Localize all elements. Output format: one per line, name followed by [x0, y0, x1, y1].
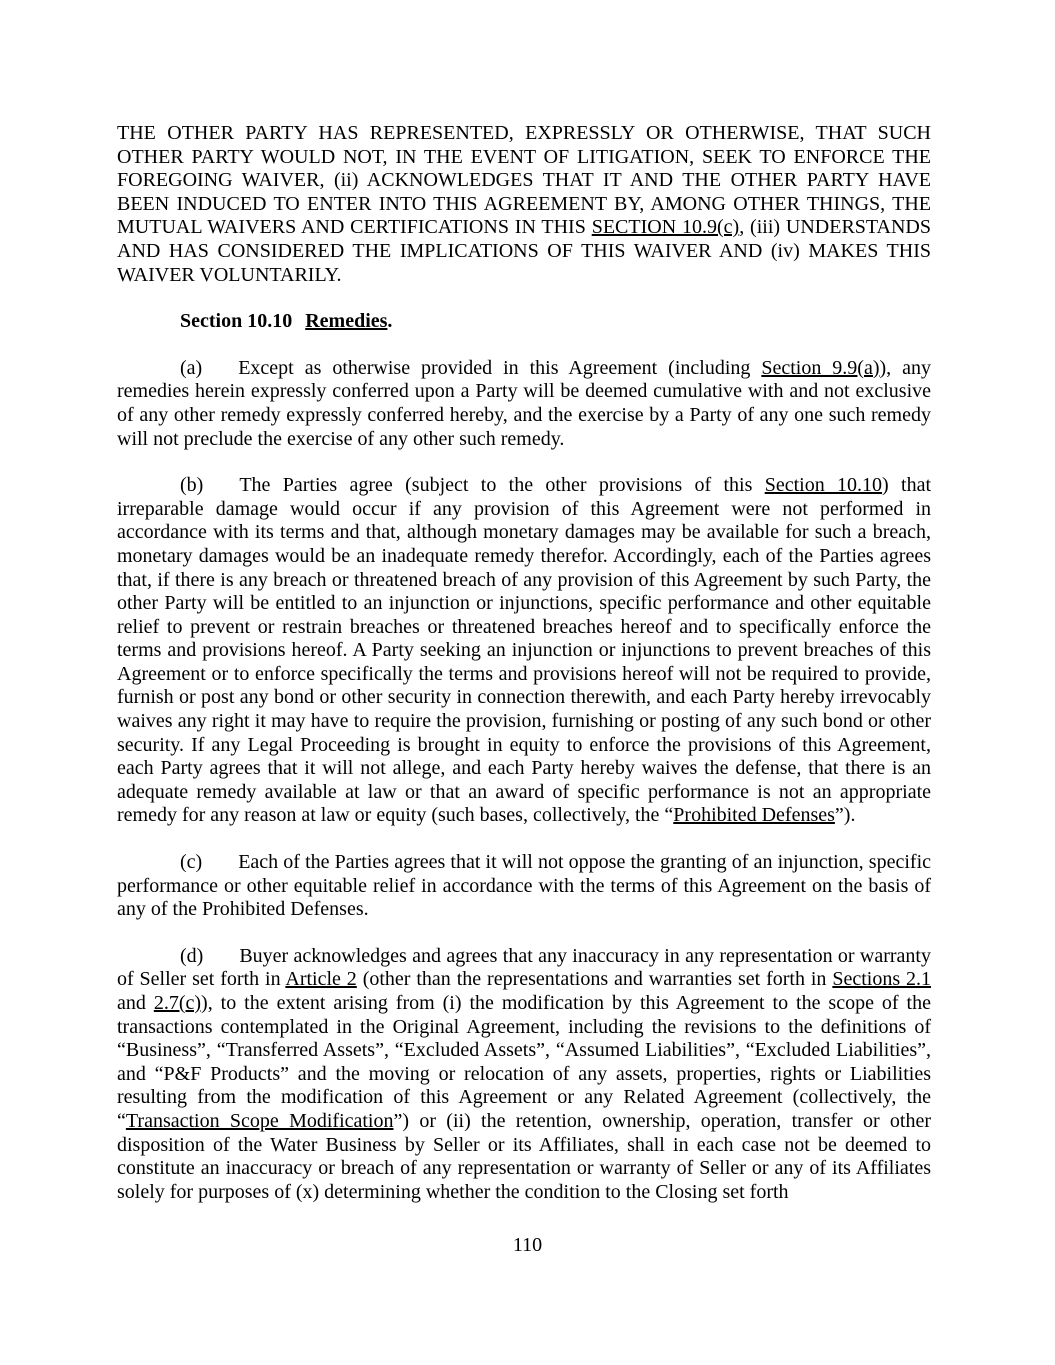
section-10-9c-reference: SECTION 10.9(c) — [591, 216, 740, 239]
section-9-9a-reference: Section 9.9(a) — [761, 356, 880, 379]
text-run: Each of the Parties agrees that it will not oppose the granting of an injunction, specific performance or other equitable relief in accordance with the terms of this Agreement on the basis of any of the Prohibited Defenses. — [117, 851, 931, 921]
text-run: ), any remedies herein expressly conferred upon a Party will be deemed cumulative with and not exclusive of any other remedy expressly conferred hereby, and the exercise by a Party of any one such remedy will not preclude the exercise of any other such remedy. — [117, 356, 931, 450]
list-marker-d: (d) — [180, 944, 204, 967]
section-title: Remedies — [305, 310, 388, 333]
text-run: THE OTHER PARTY HAS REPRESENTED, EXPRESSLY OR OTHERWISE, THAT SUCH OTHER PARTY WOULD NOT, IN THE EVENT OF LITIGATION, SEEK TO ENFORCE THE FOREGOING WAIVER, (ii) ACKNOWLEDGES THAT IT AND THE OTHER PARTY HAVE BEEN INDUCED TO ENTER INTO THIS AGREEMENT BY, AMONG OTHER THINGS, THE MUTUAL WAIVERS AND CERTIFICATIONS IN THIS — [117, 122, 931, 239]
text-run: ”). — [834, 804, 856, 827]
section-10-10-reference: Section 10.10 — [764, 474, 883, 497]
sections-2-1-reference: Sections 2.1 — [832, 968, 932, 991]
page-number: 110 — [512, 1234, 543, 1256]
waiver-acknowledgment-paragraph — [117, 122, 931, 287]
text-run: ) that irreparable damage would occur if any provision of this Agreement were not performed in accordance with its terms and that, although monetary damages may be available for such a breach, monetary damages would be an inadequate remedy therefor. Accordingly, each of the Parties agrees that, if there is any breach or threatened breach of any provision of this Agreement by such Party, the other Party will be entitled to an injunction or injunctions, specific performance and other equitable relief to prevent or restrain breaches or threatened breaches hereof and to specifically enforce the terms and provisions hereof. A Party seeking an injunction or injunctions to prevent breaches of this Agreement or to enforce specifically the terms and provisions hereof will not be required to provide, furnish or post any bond or other security in connection therewith, and each Party hereby irrevocably waives any right it may have to require the provision, furnishing or posting of any such bond or other security. If any Legal Proceeding is brought in equity to enforce the provisions of this Agreement, each Party agrees that it will not allege, and each Party hereby waives the defense, that there is an adequate remedy available at law or that an award of specific performance is not an appropriate remedy for any reason at law or equity (such bases, collectively, the “ — [117, 474, 932, 827]
section-2-7c-reference: 2.7(c) — [153, 992, 202, 1014]
article-2-reference: Article 2 — [285, 968, 357, 991]
section-10-10-heading — [117, 310, 931, 334]
text-run: (other than the representations and warranties set forth in — [356, 968, 833, 991]
list-marker-a: (a) — [180, 356, 203, 379]
text-run: ), to the extent arising from (i) the modification by this Agreement to the scope of the transactions contemplated in the Original Agreement, including the revisions to the definitions of “Business”, “Transferred Assets”, “Excluded Assets”, “Assumed Liabilities”, “Excluded Liabilities”, and “P&F Products” and the moving or relocation of any assets, properties, rights or Liabilities resulting from the modification of this Agreement or any Related Agreement (collectively, the “ — [117, 992, 931, 1132]
text-run: The Parties agree (subject to the other provisions of this — [239, 474, 765, 497]
paragraph-b — [117, 474, 931, 828]
text-run: Buyer acknowledges and agrees that any inaccuracy in any representation or warranty of Seller set forth in — [117, 944, 931, 991]
prohibited-defenses-defined-term: Prohibited Defenses — [673, 804, 835, 827]
document-body — [117, 122, 931, 1227]
text-run: ”) or (ii) the retention, ownership, operation, transfer or other disposition of the Water Business by Seller or its Affiliates, shall in each case not be deemed to constitute an inaccuracy or breach of any representation or warranty of Seller or any of its Affiliates solely for purposes of (x) determining whether the condition to the Closing set forth — [117, 1109, 931, 1203]
text-run: and — [117, 992, 154, 1014]
paragraph-c — [117, 851, 931, 922]
list-marker-b: (b) — [180, 474, 204, 497]
list-marker-c: (c) — [180, 851, 203, 874]
paragraph-d — [117, 945, 931, 1205]
paragraph-a — [117, 357, 931, 451]
text-run: , (iii) UNDERSTANDS AND HAS CONSIDERED THE IMPLICATIONS OF THIS WAIVER AND (iv) MAKES THIS WAIVER VOLUNTARILY. — [117, 216, 931, 286]
text-run: Except as otherwise provided in this Agreement (including — [238, 356, 762, 379]
transaction-scope-modification-defined-term: Transaction Scope Modification — [125, 1109, 394, 1132]
section-number: Section 10.10 — [180, 310, 293, 333]
text-run: . — [387, 310, 393, 333]
